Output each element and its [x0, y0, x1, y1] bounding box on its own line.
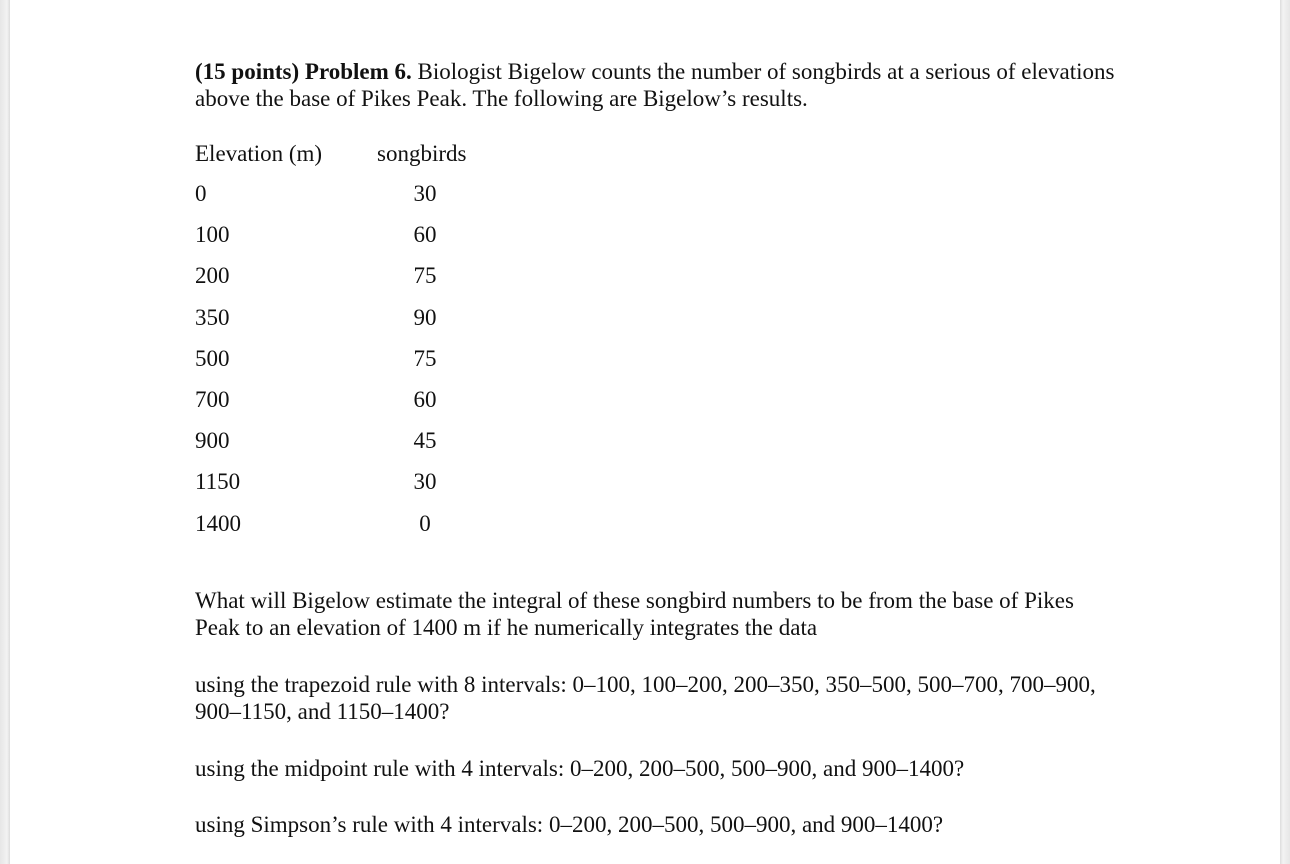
problem-intro-text: Biologist Bigelow counts the number of songbirds at a serious of elevations above the base of Pikes Peak. The following are Bigelow’s results.: [195, 59, 1115, 111]
trapezoid-rule-part: using the trapezoid rule with 8 intervals: 0–100, 100–200, 200–350, 350–500, 500–700, 700–900, 900–1150, and 1150–1400?: [195, 671, 1096, 724]
table-row: [195, 262, 1115, 303]
table-row: [195, 510, 1115, 551]
elevation-cell: 900: [195, 428, 230, 454]
songbirds-cell: 30: [413, 181, 437, 206]
table-row: [195, 345, 1115, 386]
table-header-row: [195, 140, 1115, 180]
elevation-songbird-table: [195, 140, 1115, 551]
elevation-cell: 200: [195, 263, 230, 289]
integral-question: What will Bigelow estimate the integral of these songbird numbers to be from the base of Pikes Peak to an elevation of 1400 m if he numerically integrates the data: [195, 587, 1074, 640]
problem-statement: [195, 58, 1115, 112]
songbirds-cell: 75: [413, 345, 437, 371]
simpsons-rule-part: using Simpson’s rule with 4 intervals: 0–200, 200–500, 500–900, and 900–1400?: [195, 811, 944, 837]
songbirds-cell: 60: [413, 222, 437, 248]
songbirds-cell: 75: [413, 263, 437, 289]
left-page-gutter: [0, 0, 10, 864]
songbirds-cell: 60: [413, 386, 437, 412]
songbirds-cell: 45: [413, 428, 437, 454]
elevation-cell: 700: [195, 386, 230, 412]
table-row: [195, 180, 1115, 221]
problem-document: [195, 58, 1115, 838]
midpoint-rule-part: using the midpoint rule with 4 intervals: 0–200, 200–500, 500–900, and 900–1400?: [195, 755, 965, 781]
elevation-cell: 0: [195, 181, 207, 206]
table-row: [195, 468, 1115, 509]
elevation-column-header: Elevation (m): [195, 141, 323, 166]
elevation-cell: 500: [195, 345, 230, 371]
table-row: [195, 304, 1115, 345]
problem-points-heading: (15 points) Problem 6.: [195, 59, 412, 84]
elevation-cell: 1150: [195, 469, 241, 495]
songbirds-column-header: songbirds: [377, 141, 467, 166]
right-page-gutter: [1280, 0, 1290, 864]
songbirds-cell: 30: [413, 469, 437, 495]
table-row: [195, 221, 1115, 262]
songbirds-cell: 90: [413, 304, 437, 330]
elevation-cell: 100: [195, 222, 230, 248]
table-row: [195, 427, 1115, 468]
elevation-cell: 350: [195, 304, 230, 330]
songbirds-cell: 0: [419, 510, 431, 536]
table-row: [195, 386, 1115, 427]
elevation-cell: 1400: [195, 510, 241, 536]
